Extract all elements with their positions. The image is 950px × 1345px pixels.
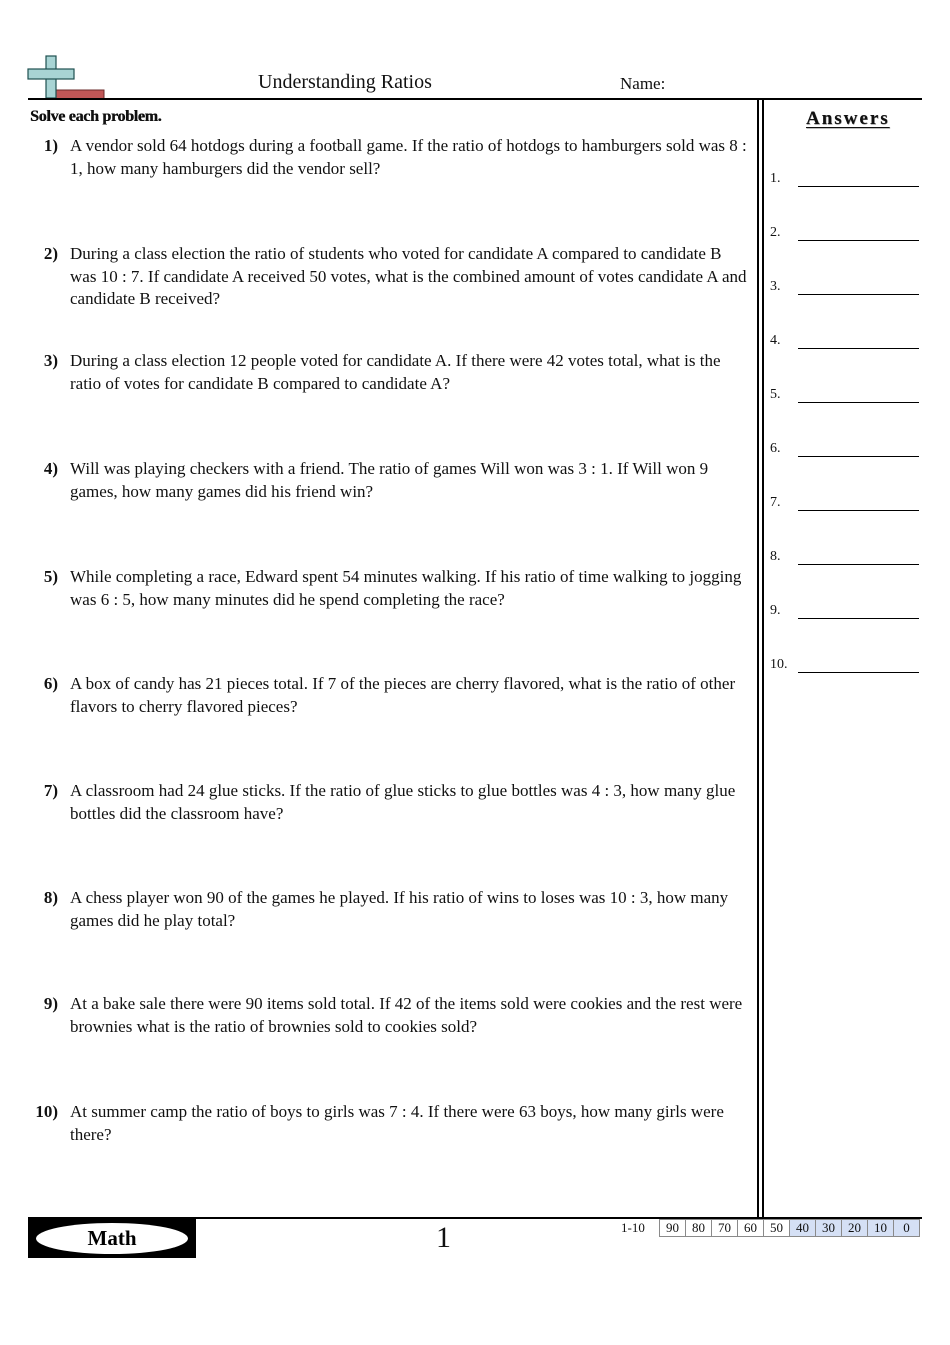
problem-number: 3): [43, 351, 58, 370]
math-badge: [28, 1219, 196, 1258]
score-cell: 30: [816, 1220, 842, 1237]
answer-label: 9.: [770, 603, 781, 618]
answer-label: 10.: [770, 657, 788, 672]
instructions: Solve each problem.: [30, 108, 162, 125]
score-cell: 20: [842, 1220, 868, 1237]
score-cell: 70: [712, 1220, 738, 1237]
problem-number: 1): [43, 136, 58, 155]
score-cell: 80: [686, 1220, 712, 1237]
answer-label: 6.: [770, 441, 781, 456]
column-divider-right: [762, 100, 764, 1218]
answer-line-10[interactable]: [770, 653, 922, 673]
answer-line-7[interactable]: [770, 491, 922, 511]
math-badge-label: Math: [36, 1223, 188, 1254]
problem-number: 4): [43, 459, 58, 478]
answer-label: 2.: [770, 225, 781, 240]
answer-label: 1.: [770, 171, 781, 186]
answer-line-5[interactable]: [770, 383, 922, 403]
score-table: [618, 1219, 920, 1237]
answer-line-1[interactable]: [770, 167, 922, 187]
answer-line-6[interactable]: [770, 437, 922, 457]
problem-number: 5): [43, 567, 58, 586]
score-cell: 60: [738, 1220, 764, 1237]
answer-label: 5.: [770, 387, 781, 402]
score-cell: 40: [790, 1220, 816, 1237]
problem-text: A box of candy has 21 pieces total. If 7 of the pieces are cherry flavored, what is the ratio of other flavors to cherry flavored pieces?: [70, 674, 736, 716]
problem-text: During a class election 12 people voted for candidate A. If there were 42 votes total, what is the ratio of votes for candidate B compared to candidate A?: [70, 351, 721, 393]
problem-text: A chess player won 90 of the games he played. If his ratio of wins to loses was 10 : 3, how many games did he play total?: [70, 888, 729, 930]
problem-text: During a class election the ratio of students who voted for candidate A compared to candidate B was 10 : 7. If candidate A received 50 votes, what is the combined amount of votes candidate A and candidate B received?: [70, 244, 747, 308]
score-cell: 90: [660, 1220, 686, 1237]
answer-label: 4.: [770, 333, 781, 348]
score-cell: 0: [894, 1220, 920, 1237]
answer-label: 3.: [770, 279, 781, 294]
problem-text: A vendor sold 64 hotdogs during a football game. If the ratio of hotdogs to hamburgers sold was 8 : 1, how many hamburgers did the vendor sell?: [70, 136, 747, 178]
problem-text: While completing a race, Edward spent 54 minutes walking. If his ratio of time walking to jogging was 6 : 5, how many minutes did he spend completing the race?: [70, 567, 742, 609]
answer-line-8[interactable]: [770, 545, 922, 565]
answer-line-3[interactable]: [770, 275, 922, 295]
answer-label: 7.: [770, 495, 781, 510]
problem-number: 8): [43, 888, 58, 907]
header-divider: [28, 98, 922, 100]
answers-title: Answers: [806, 108, 890, 129]
page-number: 1: [436, 1221, 451, 1254]
problem-text: Will was playing checkers with a friend. The ratio of games Will won was 3 : 1. If Will won 9 games, how many games did his friend win?: [70, 459, 709, 501]
answer-line-9[interactable]: [770, 599, 922, 619]
problem-text: A classroom had 24 glue sticks. If the ratio of glue sticks to glue bottles was 4 : 3, how many glue bottles did the classroom have?: [70, 781, 736, 823]
problem-number: 9): [43, 994, 58, 1013]
column-divider-left: [757, 100, 759, 1218]
problem-text: At summer camp the ratio of boys to girls was 7 : 4. If there were 63 boys, how many girls were there?: [70, 1102, 724, 1144]
problem-number: 7): [43, 781, 58, 800]
name-label: Name:: [620, 74, 666, 93]
problem-number: 6): [43, 674, 58, 693]
problem-text: At a bake sale there were 90 items sold total. If 42 of the items sold were cookies and the rest were brownies what is the ratio of brownies sold to cookies sold?: [70, 994, 743, 1036]
answer-label: 8.: [770, 549, 781, 564]
problem-number: 2): [43, 244, 58, 263]
answer-line-4[interactable]: [770, 329, 922, 349]
score-cell: 50: [764, 1220, 790, 1237]
problem-number: 10): [35, 1102, 58, 1121]
score-range: 1-10: [621, 1220, 645, 1235]
plus-sign-logo-icon: [26, 54, 106, 100]
score-cell: 10: [868, 1220, 894, 1237]
worksheet-title: Understanding Ratios: [258, 71, 432, 93]
answer-line-2[interactable]: [770, 221, 922, 241]
